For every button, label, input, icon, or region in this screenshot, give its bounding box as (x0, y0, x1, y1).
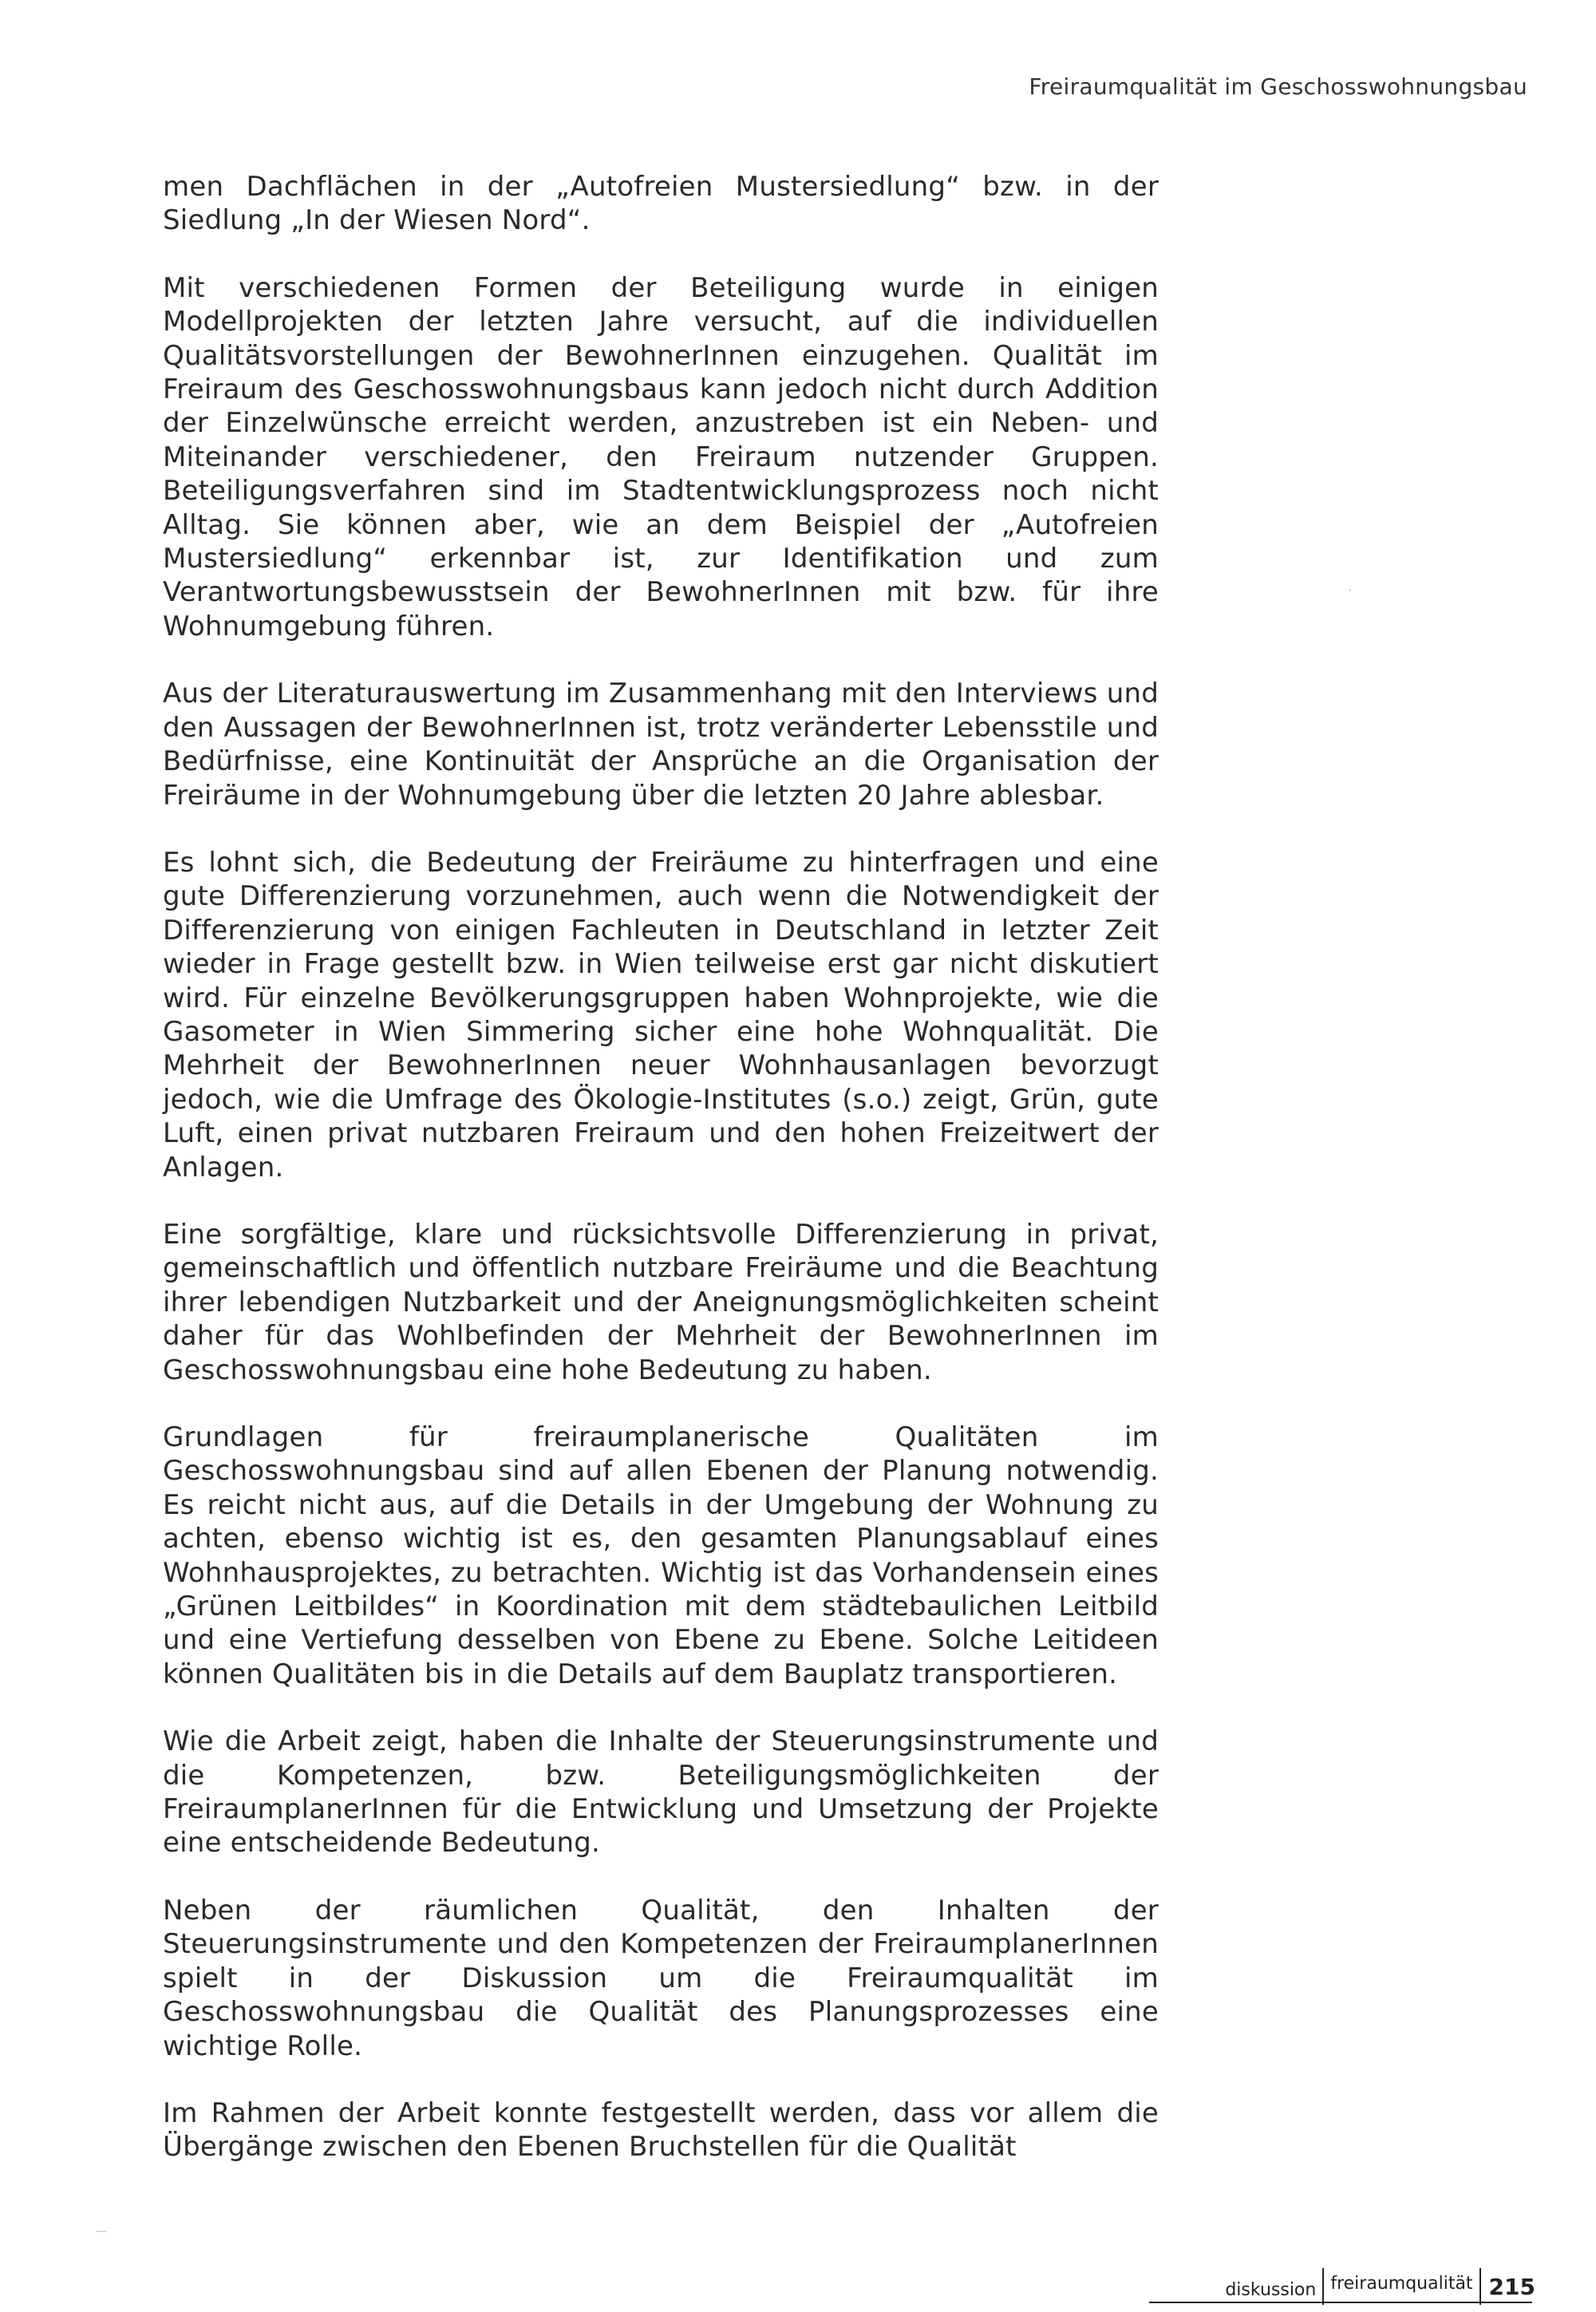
running-header: Freiraumqualität im Geschosswohnungsbau (1029, 73, 1527, 100)
paragraph-2: Mit verschiedenen Formen der Beteiligung wurde in einigen Modellprojekten der letzten Jahre versucht, auf die individuellen Qualitätsvorstellungen der BewohnerInnen einzugehen. Qualität im Freiraum des Geschosswohnungsbaus kann jedoch nicht durch Addition der Einzelwünsche erreicht werden, anzustreben ist ein Neben- und Miteinander verschiedener, den Freiraum nutzender Gruppen. Beteiligungsverfahren sind im Stadtentwicklungsprozess noch nicht Alltag. Sie können aber, wie an dem Beispiel der „Autofreien Mustersiedlung“ erkennbar ist, zur Identifikation und zum Verantwortungsbewusstsein der BewohnerInnen mit bzw. für ihre Wohnumgebung führen. (163, 271, 1159, 642)
body-text (163, 170, 1159, 2198)
paragraph-5: Eine sorgfältige, klare und rücksichtsvolle Differenzierung in privat, gemeinschaftlich und öffentlich nutzbare Freiräume und die Beachtung ihrer lebendigen Nutzbarkeit und der Aneignungsmöglichkeiten scheint daher für das Wohlbefinden der Mehrheit der BewohnerInnen im Geschosswohnungsbau eine hohe Bedeutung zu haben. (163, 1218, 1159, 1386)
page-footer (1225, 2268, 1535, 2305)
scan-artifact-dot (1349, 589, 1351, 591)
footer-subsection-label: freiraumqualität (1330, 2274, 1473, 2294)
footer-divider (1322, 2268, 1324, 2305)
footer-divider-2 (1479, 2268, 1481, 2305)
paragraph-6: Grundlagen für freiraumplanerische Qualitäten im Geschosswohnungsbau sind auf allen Ebenen der Planung notwendig. Es reicht nicht aus, auf die Details in der Umgebung der Wohnung zu achten, ebenso wichtig ist es, den gesamten Planungsablauf eines Wohnhausprojektes, zu betrachten. Wichtig ist das Vorhandensein eines „Grünen Leitbildes“ in Koordination mit dem städtebaulichen Leitbild und eine Vertiefung desselben von Ebene zu Ebene. Solche Leitideen können Qualitäten bis in die Details auf dem Bauplatz transportieren. (163, 1421, 1159, 1690)
paragraph-1: men Dachflächen in der „Autofreien Mustersiedlung“ bzw. in der Siedlung „In der Wiesen Nord“. (163, 171, 1159, 237)
paragraph-8: Neben der räumlichen Qualität, den Inhalten der Steuerungsinstrumente und den Kompetenzen der FreiraumplanerInnen spielt in der Diskussion um die Freiraumqualität im Geschosswohnungsbau die Qualität des Planungsprozesses eine wichtige Rolle. (163, 1894, 1159, 2062)
scan-artifact-mark (96, 2231, 107, 2232)
paragraph-3: Aus der Literaturauswertung im Zusammenhang mit den Interviews und den Aussagen der BewohnerInnen ist, trotz veränderter Lebensstile und Bedürfnisse, eine Kontinuität der Ansprüche an die Organisation der Freiräume in der Wohnumgebung über die letzten 20 Jahre ablesbar. (163, 678, 1159, 812)
paragraph-7: Wie die Arbeit zeigt, haben die Inhalte der Steuerungsinstrumente und die Kompetenzen, bzw. Beteiligungsmöglichkeiten der FreiraumplanerInnen für die Entwicklung und Umsetzung der Projekte eine entscheidende Bedeutung. (163, 1725, 1159, 1859)
paragraph-4: Es lohnt sich, die Bedeutung der Freiräume zu hinterfragen und eine gute Differenzierung vorzunehmen, auch wenn die Notwendigkeit der Differenzierung von einigen Fachleuten in Deutschland in letzter Zeit wieder in Frage gestellt bzw. in Wien teilweise erst gar nicht diskutiert wird. Für einzelne Bevölkerungsgruppen haben Wohnprojekte, wie die Gasometer in Wien Simmering sicher eine hohe Wohnqualität. Die Mehrheit der BewohnerInnen neuer Wohnhausanlagen bevorzugt jedoch, wie die Umfrage des Ökologie-Institutes (s.o.) zeigt, Grün, gute Luft, einen privat nutzbaren Freiraum und den hohen Freizeitwert der Anlagen. (163, 846, 1159, 1184)
footer-section-label: diskussion (1225, 2280, 1317, 2300)
page-number: 215 (1488, 2274, 1535, 2300)
paragraph-9: Im Rahmen der Arbeit konnte festgestellt werden, dass vor allem die Übergänge zwischen den Ebenen Bruchstellen für die Qualität (163, 2097, 1159, 2164)
